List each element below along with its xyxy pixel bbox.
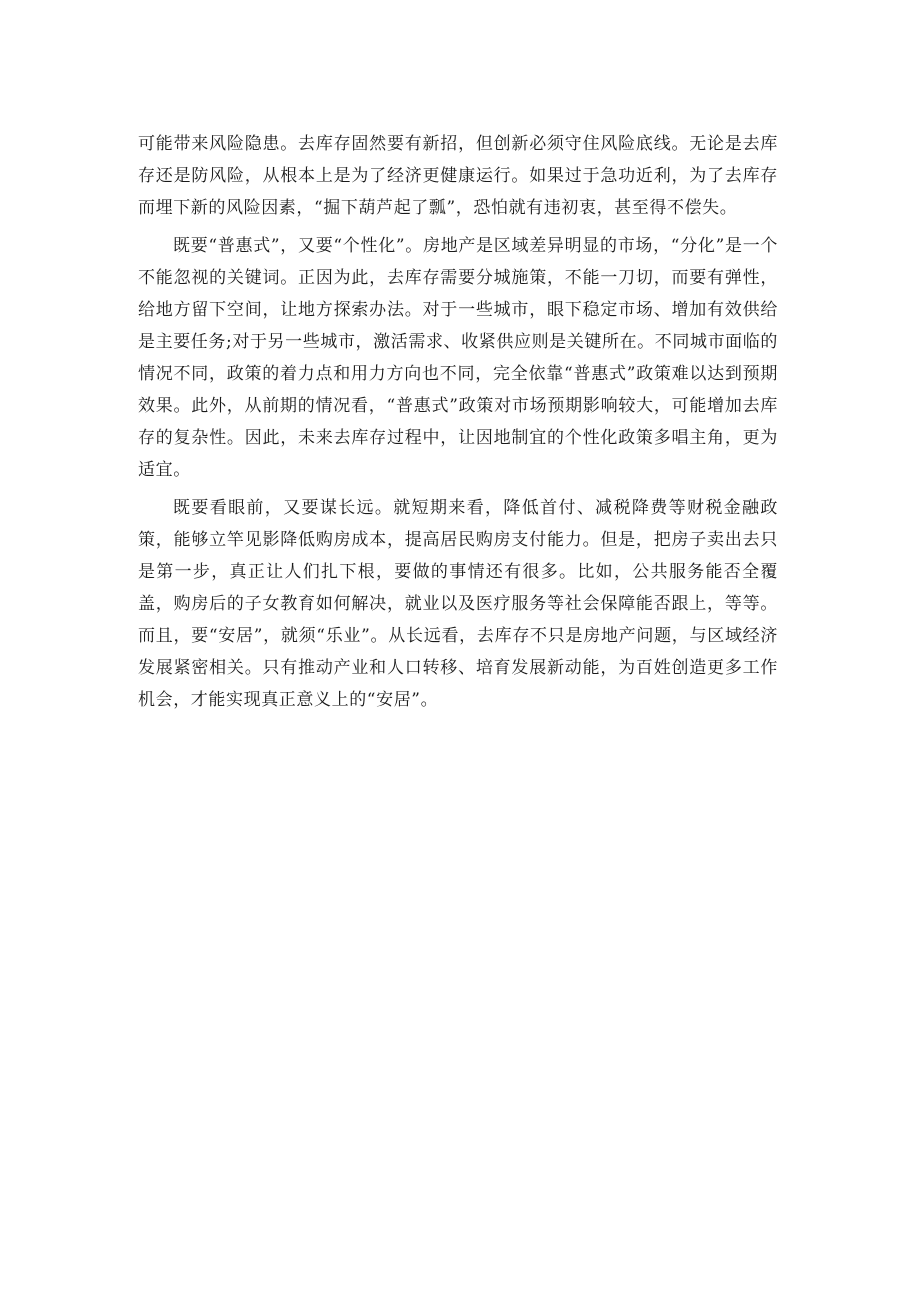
paragraph-3: 既要看眼前，又要谋长远。就短期来看，降低首付、减税降费等财税金融政策，能够立竿见影降低购房成本，提高居民购房支付能力。但是，把房子卖出去只是第一步，真正让人们扎下根，要做的事情还有很多。比如，公共服务能否全覆盖，购房后的子女教育如何解决，就业以及医疗服务等社会保障能否跟上，等等。而且，要“安居”，就须“乐业”。从长远看，去库存不只是房地产问题，与区域经济发展紧密相关。只有推动产业和人口转移、培育发展新动能，为百姓创造更多工作机会，才能实现真正意义上的“安居”。 (138, 498, 778, 710)
paragraph-1: 可能带来风险隐患。去库存固然要有新招，但创新必须守住风险底线。无论是去库存还是防风险，从根本上是为了经济更健康运行。如果过于急功近利，为了去库存而埋下新的风险因素，“掘下葫芦起了瓢”，恐怕就有违初衷，甚至得不偿失。 (138, 134, 778, 218)
article-body (138, 128, 778, 722)
paragraph-2: 既要“普惠式”，又要“个性化”。房地产是区域差异明显的市场，“分化”是一个不能忽视的关键词。正因为此，去库存需要分城施策，不能一刀切，而要有弹性，给地方留下空间，让地方探索办法。对于一些城市，眼下稳定市场、增加有效供给是主要任务;对于另一些城市，激活需求、收紧供应则是关键所在。不同城市面临的情况不同，政策的着力点和用力方向也不同，完全依靠“普惠式”政策难以达到预期效果。此外，从前期的情况看，“普惠式”政策对市场预期影响较大，可能增加去库存的复杂性。因此，未来去库存过程中，让因地制宜的个性化政策多唱主角，更为适宜。 (138, 236, 778, 480)
